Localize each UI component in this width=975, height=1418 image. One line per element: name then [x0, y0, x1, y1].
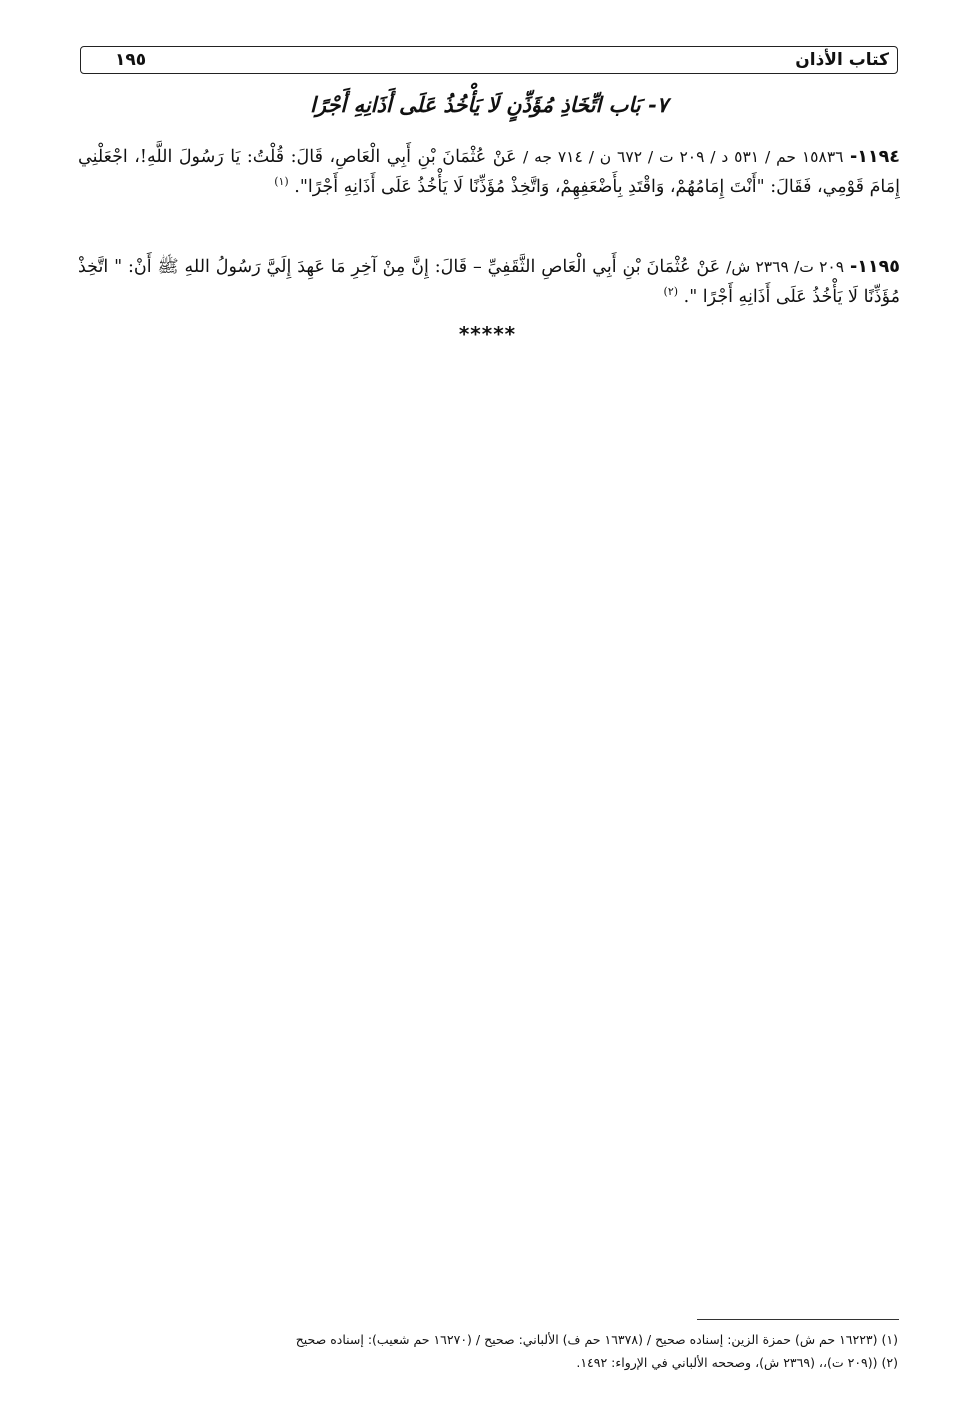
footnote-divider: [697, 1319, 899, 1320]
book-title: كتاب الأذان: [795, 50, 889, 70]
hadith-references: ٢٠٩ ت/ ٢٣٦٩ ش/: [726, 258, 845, 276]
hadith-number: ١١٩٥-: [849, 257, 900, 277]
page-number: ١٩٥: [115, 50, 147, 70]
chapter-title: ٧- بَاب اتِّخَاذِ مُؤَذِّنٍ لَا يَأْخُذُ عَلَى أَذَانِهِ أَجْرًا: [310, 92, 668, 117]
footnote-1: (١) (١٦٢٢٣ حم ش) حمزة الزين: إسناده صحيح / (١٦٣٧٨ حم ف) الألباني: صحيح / (١٦٢٧٠ حم شعيب): إسناده صحيح: [295, 1332, 898, 1347]
hadith-text: عَنْ عُثْمَانَ بْنِ أَبِي الْعَاصِ الثَّقَفِيِّ – قَالَ: إِنَّ مِنْ آخِرِ مَا عَهِدَ إِلَيَّ رَسُولُ اللهِ ﷺ أَنْ: " اتَّخِذْ مُؤَذِّنًا لَا يَأْخُذُ عَلَى أَذَانِهِ أَجْرًا ".: [78, 257, 900, 307]
page-header: [80, 46, 898, 74]
footnote-2: (٢) ((٢٠٩ ت)،، (٢٣٦٩ ش)، وصححه الألباني في الإرواء: ١٤٩٢.: [576, 1355, 898, 1370]
section-separator: *****: [458, 322, 517, 346]
footnote-marker: (١): [274, 175, 289, 189]
footnotes: [80, 1328, 898, 1374]
footnote-marker: (٢): [663, 285, 679, 299]
hadith-entry: [78, 252, 900, 312]
hadith-entry: [78, 142, 900, 202]
hadith-references: ١٥٨٣٦ حم / ٥٣١ د / ٢٠٩ ت / ٦٧٢ ن / ٧١٤ جه /: [523, 148, 844, 166]
hadith-number: ١١٩٤-: [849, 147, 900, 167]
hadith-text: عَنْ عُثْمَانَ بْنِ أَبِي الْعَاصِ، قَالَ: قُلْتُ: يَا رَسُولَ اللَّهِ!، اجْعَلْنِي إِمَامَ قَوْمِي، فَقَالَ: "أَنْتَ إِمَامُهُمْ، وَاقْتَدِ بِأَضْعَفِهِمْ، وَاتَّخِذْ مُؤَذِّنًا لَا يَأْخُذُ عَلَى أَذَانِهِ أَجْرًا".: [78, 147, 900, 197]
